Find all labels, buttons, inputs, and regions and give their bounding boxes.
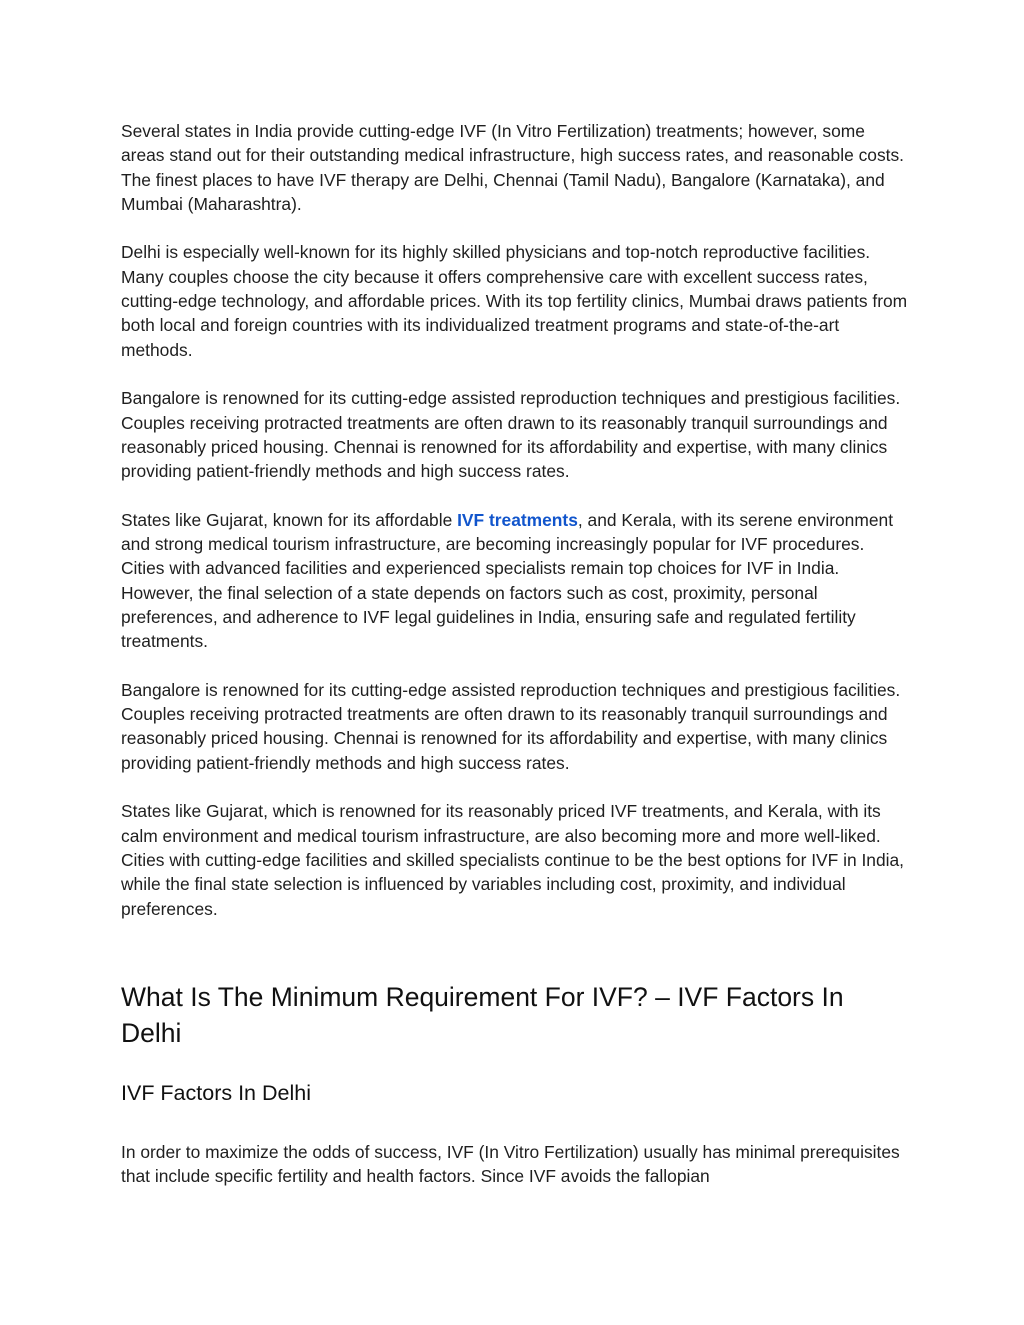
paragraph-2: Delhi is especially well-known for its highly skilled physicians and top-notch reproductive facilities. Many couples choose the city because it offers comprehensive care with excellent success rates, cutting-edge technology, and affordable prices. With its top fertility clinics, Mumbai draws patients from both local and foreign countries with its individualized treatment programs and state-of-the-art methods. [121, 242, 908, 360]
paragraph-gap [121, 775, 911, 799]
section-heading: What Is The Minimum Requirement For IVF? – IVF Factors In Delhi [121, 981, 844, 1048]
paragraph-4-before-link: States like Gujarat, known for its affordable [121, 509, 458, 530]
paragraph-5: Bangalore is renowned for its cutting-edge assisted reproduction techniques and prestigious facilities. Couples receiving protracted treatments are often drawn to its reasonably tranquil surroundings and reasonably priced housing. Chennai is renowned for its affordability and expertise, with many clinics providing patient-friendly methods and high success rates. [121, 679, 901, 773]
paragraph-4-after-link: , and Kerala, with its serene environment and strong medical tourism infrastructure, are becoming increasingly popular for IVF procedures. Cities with advanced facilities and experienced specialists remain top choices for IVF in India. However, the final selection of a state depends on factors such as cost, proximity, personal preferences, and adherence to IVF legal guidelines in India, ensuring safe and regulated fertility treatments. [121, 509, 894, 652]
paragraph-7: In order to maximize the odds of success, IVF (In Vitro Fertilization) usually has minimal prerequisites that include specific fertility and health factors. Since IVF avoids the fallopian [121, 1141, 900, 1187]
ivf-treatments-link[interactable]: IVF treatments [457, 509, 578, 530]
subsection-heading: IVF Factors In Delhi [121, 1080, 311, 1105]
paragraph-gap [121, 483, 911, 507]
document-page [121, 119, 911, 1188]
paragraph-4 [121, 508, 911, 654]
heading-gap [121, 1051, 911, 1079]
paragraph-gap [121, 654, 911, 678]
paragraph-gap [121, 216, 911, 240]
section-gap [121, 921, 911, 979]
paragraph-1: Several states in India provide cutting-edge IVF (In Vitro Fertilization) treatments; however, some areas stand out for their outstanding medical infrastructure, high success rates, and reasonable costs. The finest places to have IVF therapy are Delhi, Chennai (Tamil Nadu), Bangalore (Karnataka), and Mumbai (Maharashtra). [121, 121, 905, 214]
paragraph-gap [121, 362, 911, 386]
paragraph-3: Bangalore is renowned for its cutting-edge assisted reproduction techniques and prestigious facilities. Couples receiving protracted treatments are often drawn to its reasonably tranquil surroundings and reasonably priced housing. Chennai is renowned for its affordability and expertise, with many clinics providing patient-friendly methods and high success rates. [121, 388, 901, 482]
paragraph-6: States like Gujarat, which is renowned for its reasonably priced IVF treatments, and Kerala, with its calm environment and medical tourism infrastructure, are also becoming more and more well-liked. Cities with cutting-edge facilities and skilled specialists continue to be the best options for IVF in India, while the final state selection is influenced by variables including cost, proximity, and individual preferences. [121, 801, 904, 919]
heading-gap [121, 1107, 911, 1140]
